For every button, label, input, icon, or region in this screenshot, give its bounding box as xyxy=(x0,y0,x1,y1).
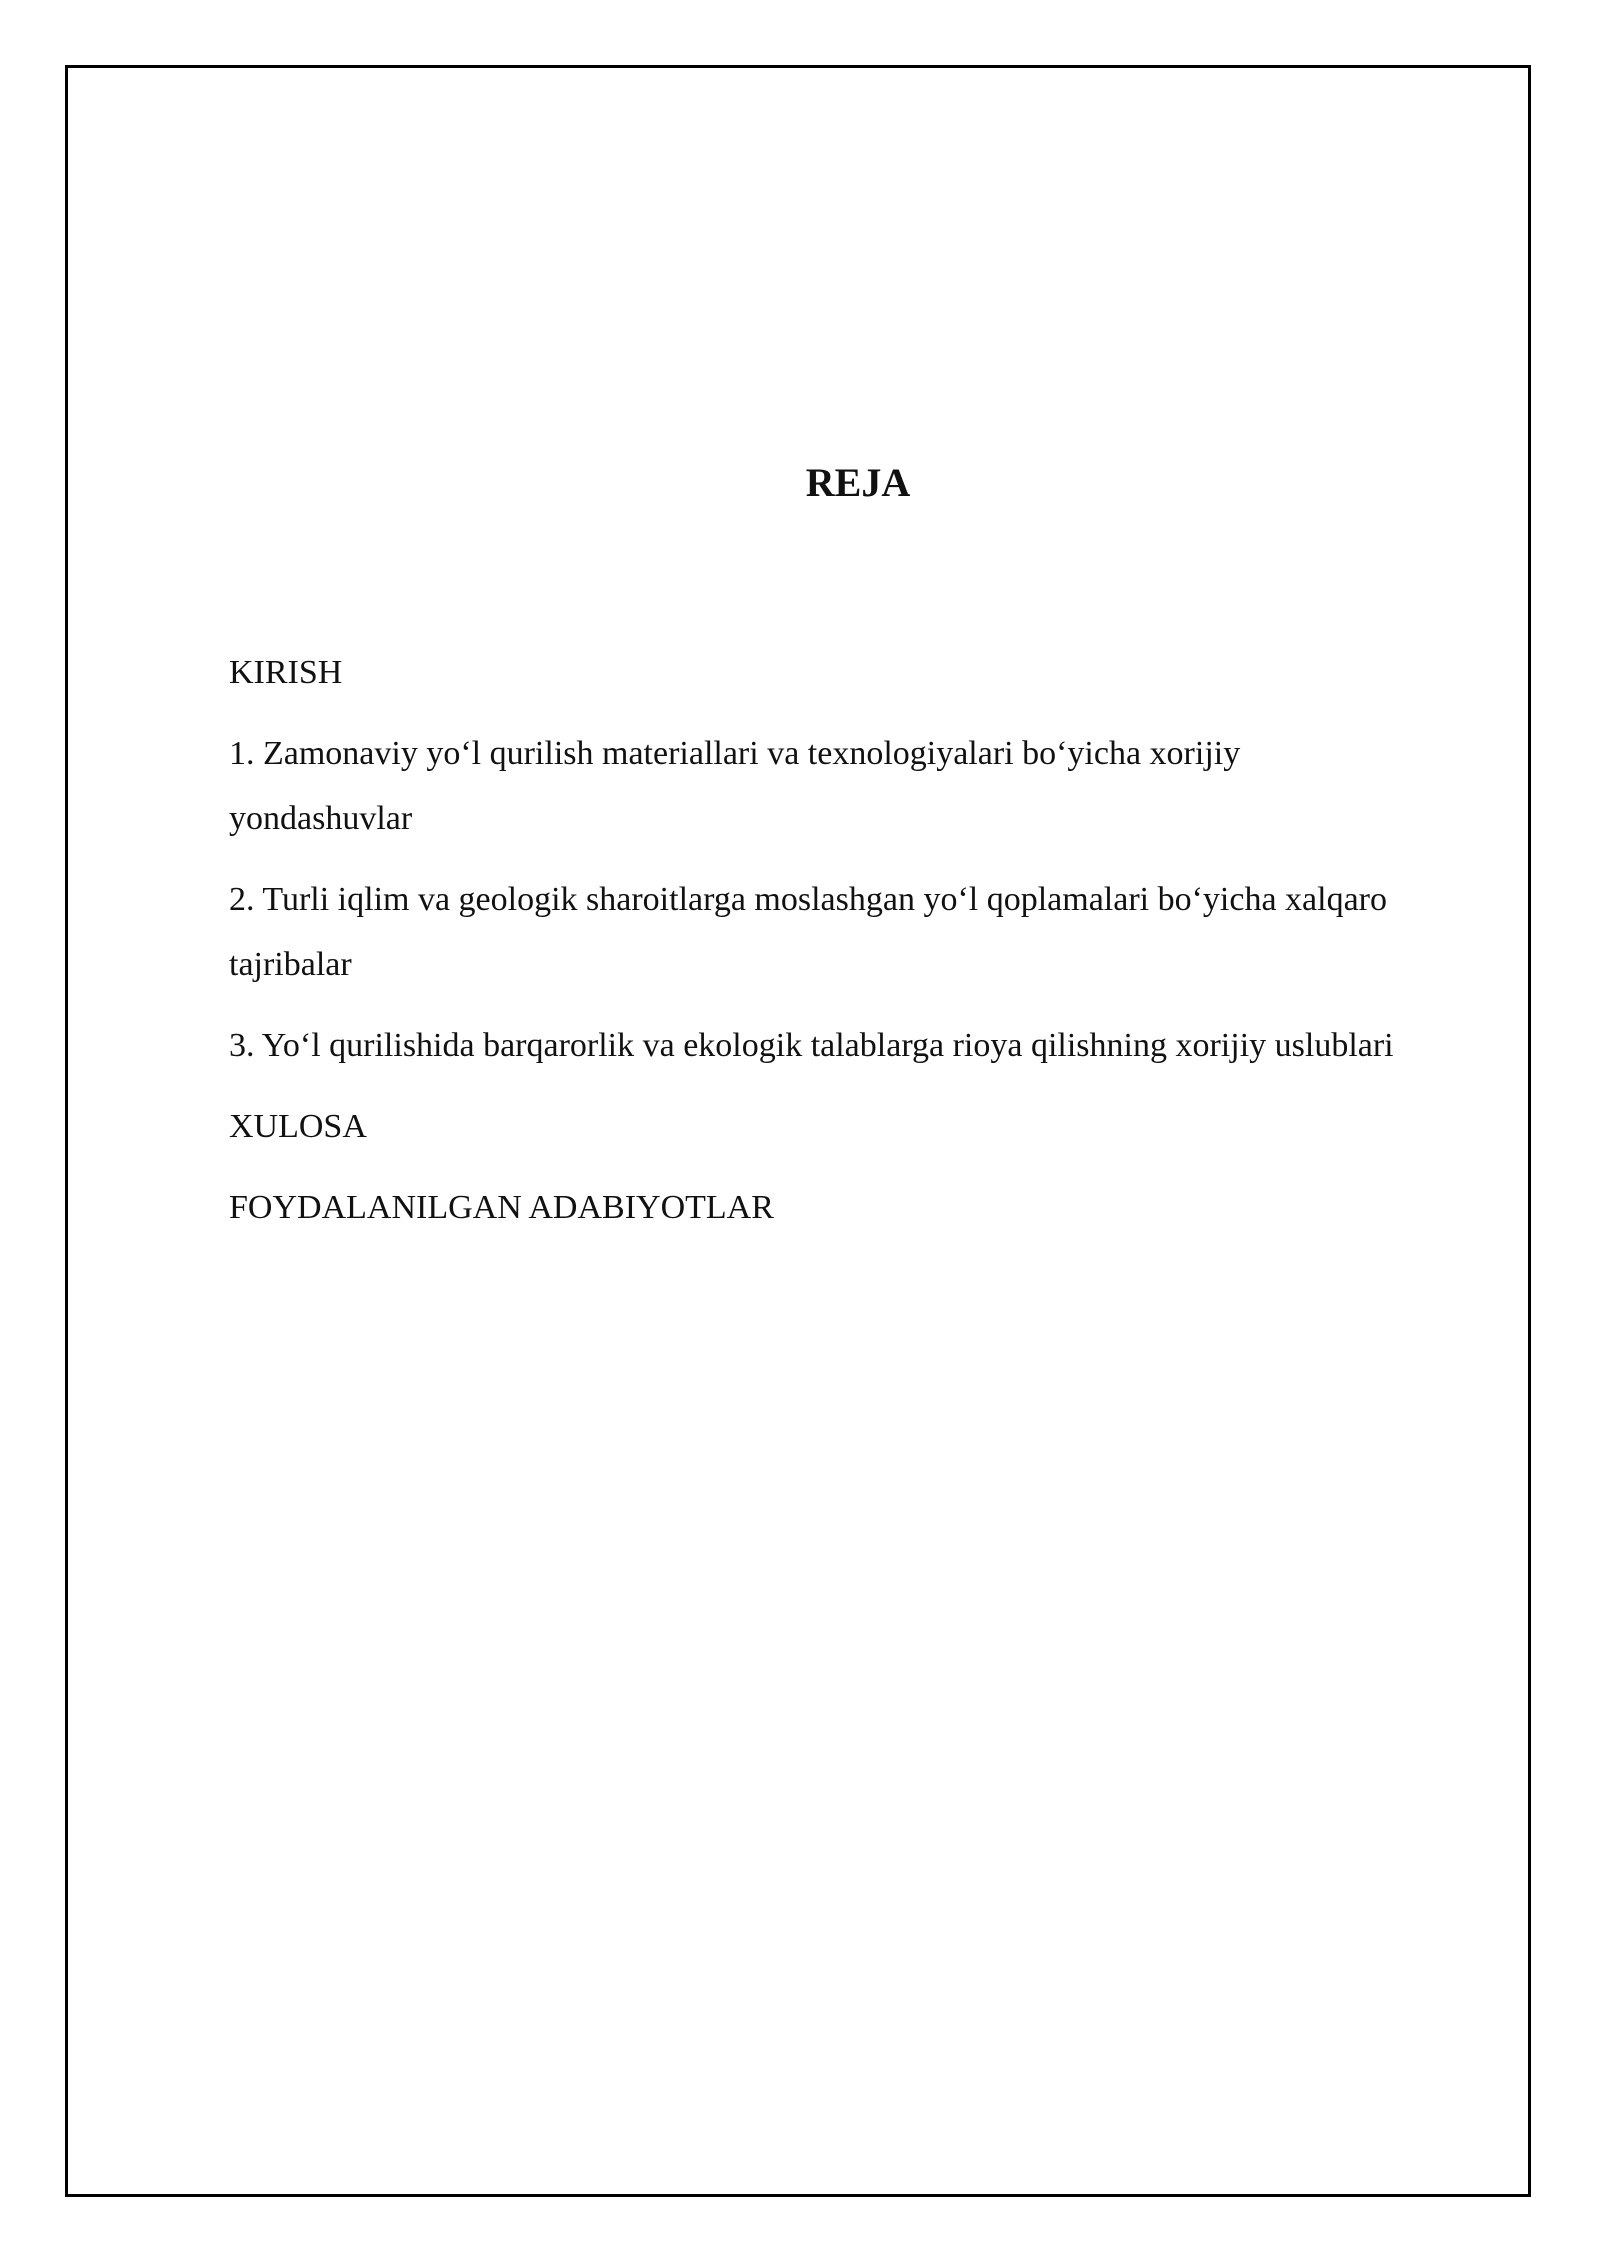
page-title: REJA xyxy=(805,460,911,505)
plan-item-conclusion: XULOSA xyxy=(229,1108,367,1145)
plan-item-references: FOYDALANILGAN ADABIYOTLAR xyxy=(229,1189,774,1226)
plan-item-introduction: KIRISH xyxy=(229,654,343,691)
plan-item-3: 3. Yo‘l qurilishida barqarorlik va ekologik talablarga rioya qilishning xorijiy uslublari xyxy=(229,1027,1394,1064)
plan-item-1: 1. Zamonaviy yo‘l qurilish materiallari va texnologiyalari bo‘yicha xorijiy yondashuvlar xyxy=(229,735,1241,837)
plan-item-2: 2. Turli iqlim va geologik sharoitlarga moslashgan yo‘l qoplamalari bo‘yicha xalqaro tajribalar xyxy=(229,881,1387,983)
plan-list xyxy=(229,640,1419,1256)
